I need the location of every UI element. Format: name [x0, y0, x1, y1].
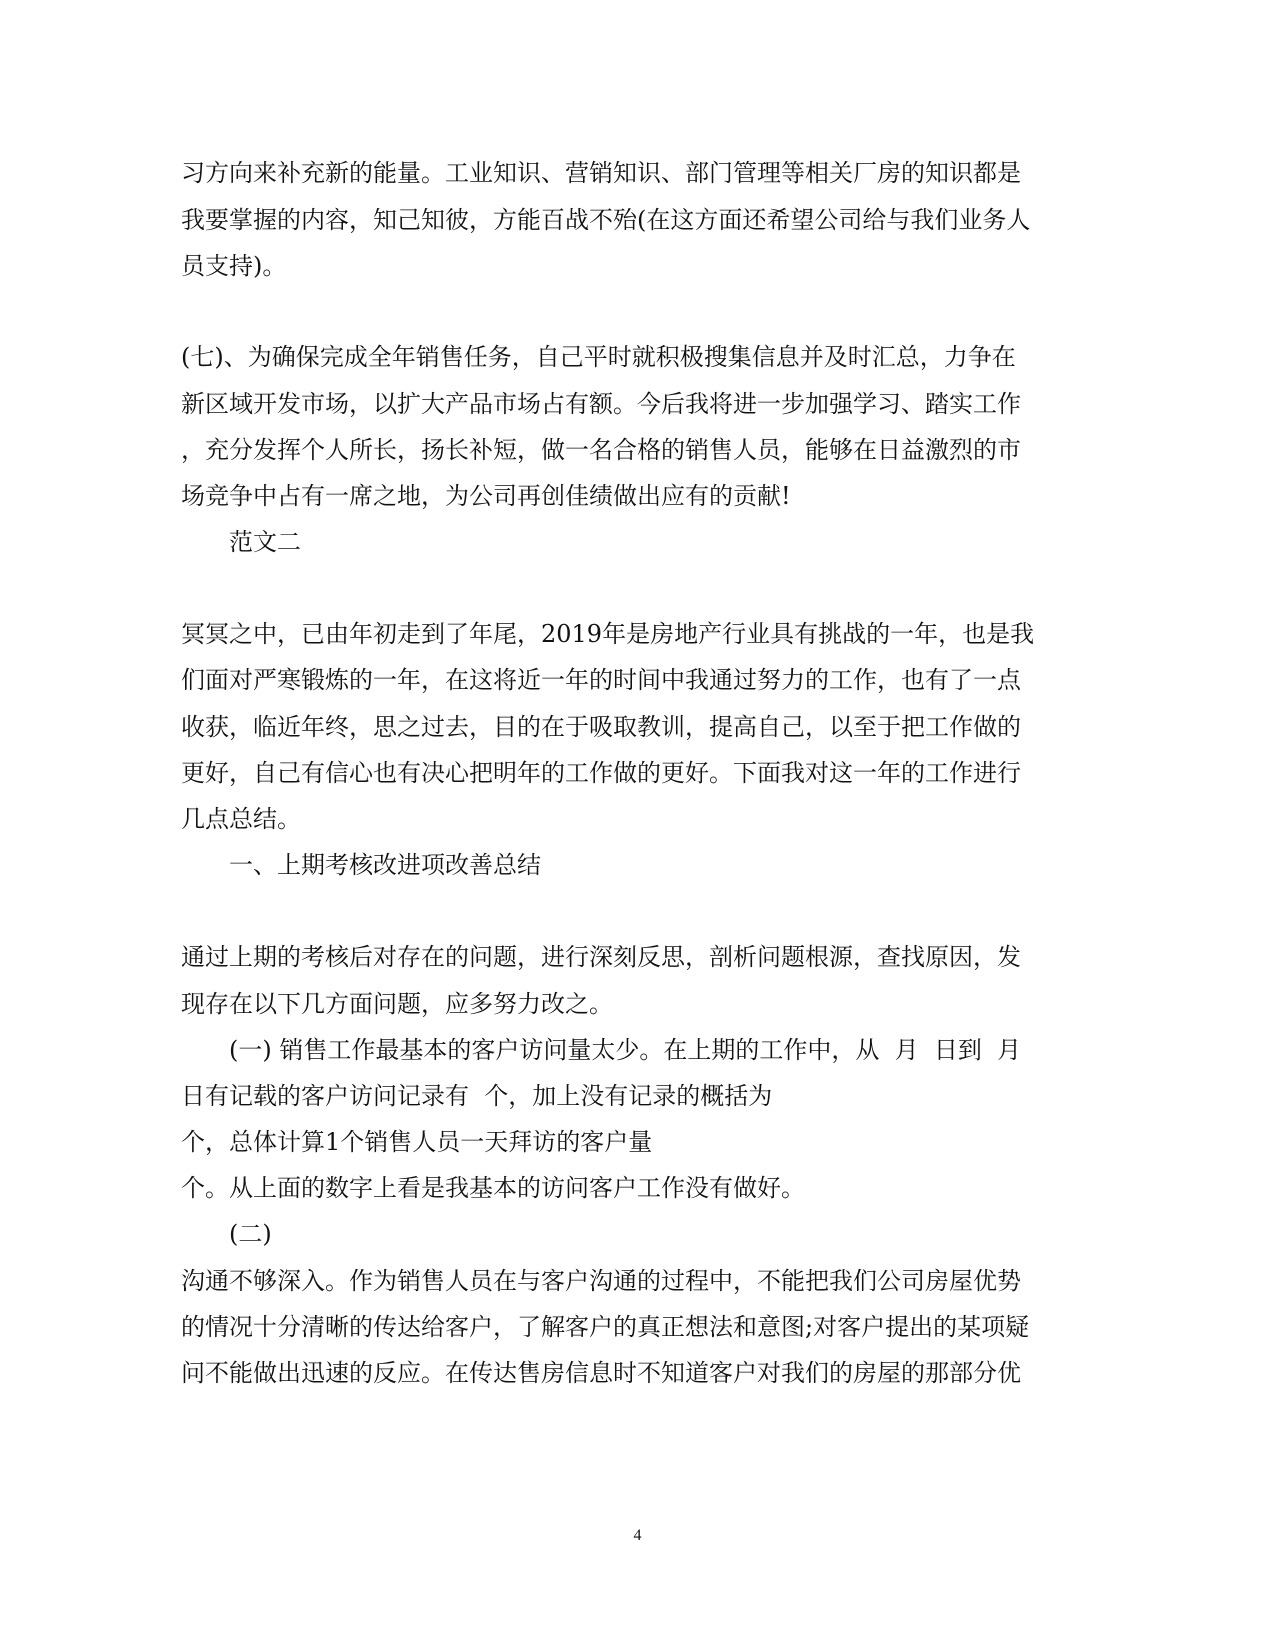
text-line: ，充分发挥个人所长，扬长补短，做一名合格的销售人员，能够在日益激烈的市 — [181, 436, 1021, 464]
page-number: 4 — [633, 1527, 642, 1544]
text-line: (一) 销售工作最基本的客户访问量太少。在上期的工作中，从 月 日到 月 — [229, 1036, 1022, 1064]
text-line: 现存在以下几方面问题，应多努力改之。 — [181, 990, 613, 1018]
text-line: 更好，自己有信心也有决心把明年的工作做的更好。下面我对这一年的工作进行 — [181, 759, 1021, 787]
text-line: 几点总结。 — [181, 805, 301, 833]
text-line: 个。从上面的数字上看是我基本的访问客户工作没有做好。 — [181, 1174, 805, 1202]
text-line: 习方向来补充新的能量。工业知识、营销知识、部门管理等相关厂房的知识都是 — [181, 159, 1021, 187]
text-line: 们面对严寒锻炼的一年，在这将近一年的时间中我通过努力的工作，也有了一点 — [181, 666, 1021, 694]
text-line: 通过上期的考核后对存在的问题，进行深刻反思，剖析问题根源，查找原因，发 — [181, 943, 1021, 971]
text-line: 沟通不够深入。作为销售人员在与客户沟通的过程中，不能把我们公司房屋优势 — [181, 1267, 1021, 1295]
text-line: (二) — [229, 1220, 272, 1248]
text-line: (七)、为确保完成全年销售任务，自己平时就积极搜集信息并及时汇总，力争在 — [181, 343, 1016, 371]
text-line: 场竞争中占有一席之地，为公司再创佳绩做出应有的贡献! — [181, 482, 791, 510]
text-line: 日有记载的客户访问记录有 个，加上没有记录的概括为 — [181, 1082, 773, 1110]
text-line: 问不能做出迅速的反应。在传达售房信息时不知道客户对我们的房屋的那部分优 — [181, 1359, 1021, 1387]
text-line: 冥冥之中，已由年初走到了年尾，2019年是房地产行业具有挑战的一年，也是我 — [181, 620, 1035, 648]
section-heading: 范文二 — [229, 528, 301, 556]
text-line: 收获，临近年终，思之过去，目的在于吸取教训，提高自己，以至于把工作做的 — [181, 713, 1021, 741]
subsection-heading: 一、上期考核改进项改善总结 — [229, 851, 541, 879]
text-line: 我要掌握的内容，知己知彼，方能百战不殆(在这方面还希望公司给与我们业务人 — [181, 206, 1031, 234]
text-line: 个，总体计算1个销售人员一天拜访的客户量 — [181, 1128, 653, 1156]
text-line: 员支持)。 — [181, 252, 287, 280]
text-line: 的情况十分清晰的传达给客户，了解客户的真正想法和意图;对客户提出的某项疑 — [181, 1313, 1030, 1341]
text-line: 新区域开发市场，以扩大产品市场占有额。今后我将进一步加强学习、踏实工作 — [181, 390, 1021, 418]
